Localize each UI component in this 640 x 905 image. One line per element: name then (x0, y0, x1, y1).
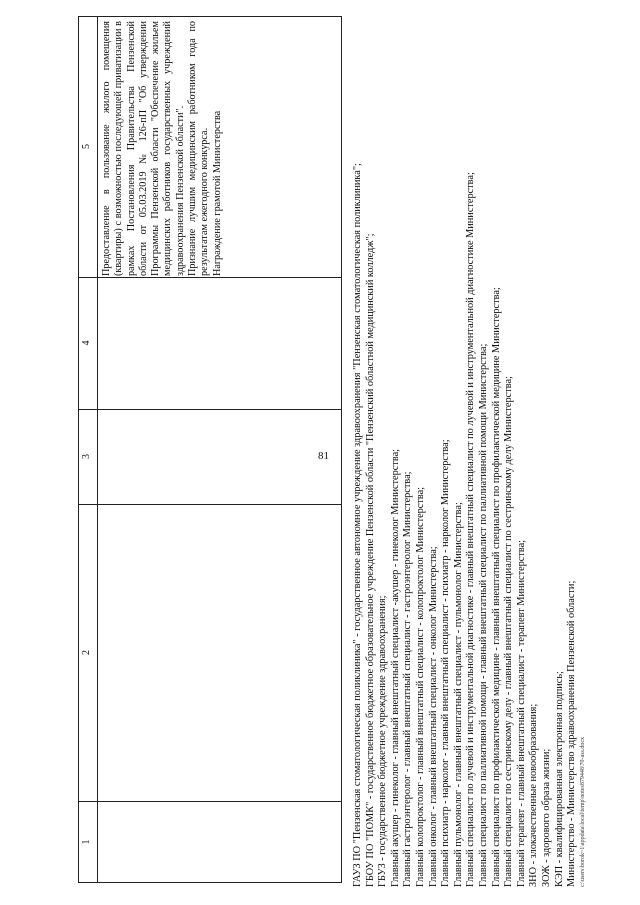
abbreviation-item: Главный специалист по сестринскому делу - главный внештатный специалист по сестринскому делу Министерства; (503, 376, 515, 887)
table-cell-col5 (101, 21, 224, 276)
abbreviation-item: Главный психиатр - нарколог - главный внештатный специалист - психиатр - нарколог Министерства; (440, 439, 452, 887)
file-path-footer: c:\users\borok~1\appdata\local\temp\notes879448\70-ass.docx (579, 736, 586, 887)
cell5-line-2: Признание лучшим медицинским работником года по результатам ежегодного конкурса. (187, 21, 211, 276)
table-header-5: 5 (81, 144, 92, 149)
table-column-1 (79, 802, 341, 882)
abbreviation-item: Главный гастроэнтеролог - главный внештатный специалист - гастроэнтеролог Министерства; (402, 471, 414, 887)
cell5-line-3: Награждение грамотой Министерства (211, 110, 223, 276)
abbreviation-item: Главный специалист по паллиативной помощи - главный внештатный специалист по паллиативной помощи Министерства; (477, 343, 489, 887)
table-header-4: 4 (81, 340, 92, 346)
table-header-3: 3 (81, 454, 92, 459)
abbreviation-item: Главный специалист по профилактической медицине - главный внештатный специалист по профилактической медицине Министерства; (490, 287, 502, 887)
abbreviation-item: Главный акушер - гинеколог - главный внештатный специалист -акушер - гинеколог Министерства; (389, 448, 401, 887)
abbreviation-item: ГАУЗ ПО "Пензенская стоматологическая поликлиника" - государственное автономное учреждение здравоохранения "Пензенская стоматологическая поликлиника"; (352, 163, 363, 887)
abbreviation-item: КЭП - квалифицированная электронная подпись; (553, 671, 565, 887)
abbreviation-item: ГБОУ ПО "ПОМК" - государственное бюджетное образовательное учреждение Пензенской области "Пензенский областной медицинский колледж"; (364, 233, 376, 887)
abbreviation-item: Главный терапевт - главный внештатный специалист - терапевт Министерства; (515, 539, 527, 887)
table-header-2: 2 (81, 650, 92, 655)
abbreviation-item: ЗНО - злокачественные новообразования; (528, 703, 540, 887)
abbreviation-item: Главный онколог - главный внештатный специалист - онколог Министерства; (427, 546, 439, 887)
abbreviations-list (352, 17, 587, 887)
table-header-1: 1 (81, 839, 92, 845)
table-column-2 (79, 505, 341, 802)
program-table (78, 16, 342, 883)
abbreviation-item: Главный пульмонолог - главный внештатный специалист - пульмонолог Министерства; (452, 502, 464, 887)
page-number: 81 (318, 450, 329, 462)
table-column-3 (79, 410, 341, 505)
abbreviation-item: Главный колопроктолог - главный внештатный специалист - колопроктолог Министерства; (414, 486, 426, 887)
abbreviation-item: ЗОЖ - здорового образа жизни; (540, 748, 552, 887)
table-header-row (79, 17, 98, 882)
abbreviation-item: Главный специалист по лучевой и инструментальной диагностике - главный внештатный специалист по лучевой и инструментальной диагностике Министерства; (465, 172, 477, 887)
table-column-4 (79, 278, 341, 410)
abbreviation-item: ГБУЗ - государственное бюджетное учреждение здравоохранения; (377, 595, 389, 887)
abbreviation-item: Министерство - Министерство здравоохранения Пензенской области; (566, 580, 578, 887)
cell5-line-1: Предоставление в пользование жилого помещения (квартиры) с возможностью последующей приватизации в рамках Постановления Правительства Пензенской области от 05.03.2019 № 126-пП "Об утверждении Программы Пензенской области "Обеспечение жильем медицинских работников государственных учреждений здравоохранения Пензенской области". (101, 21, 186, 276)
